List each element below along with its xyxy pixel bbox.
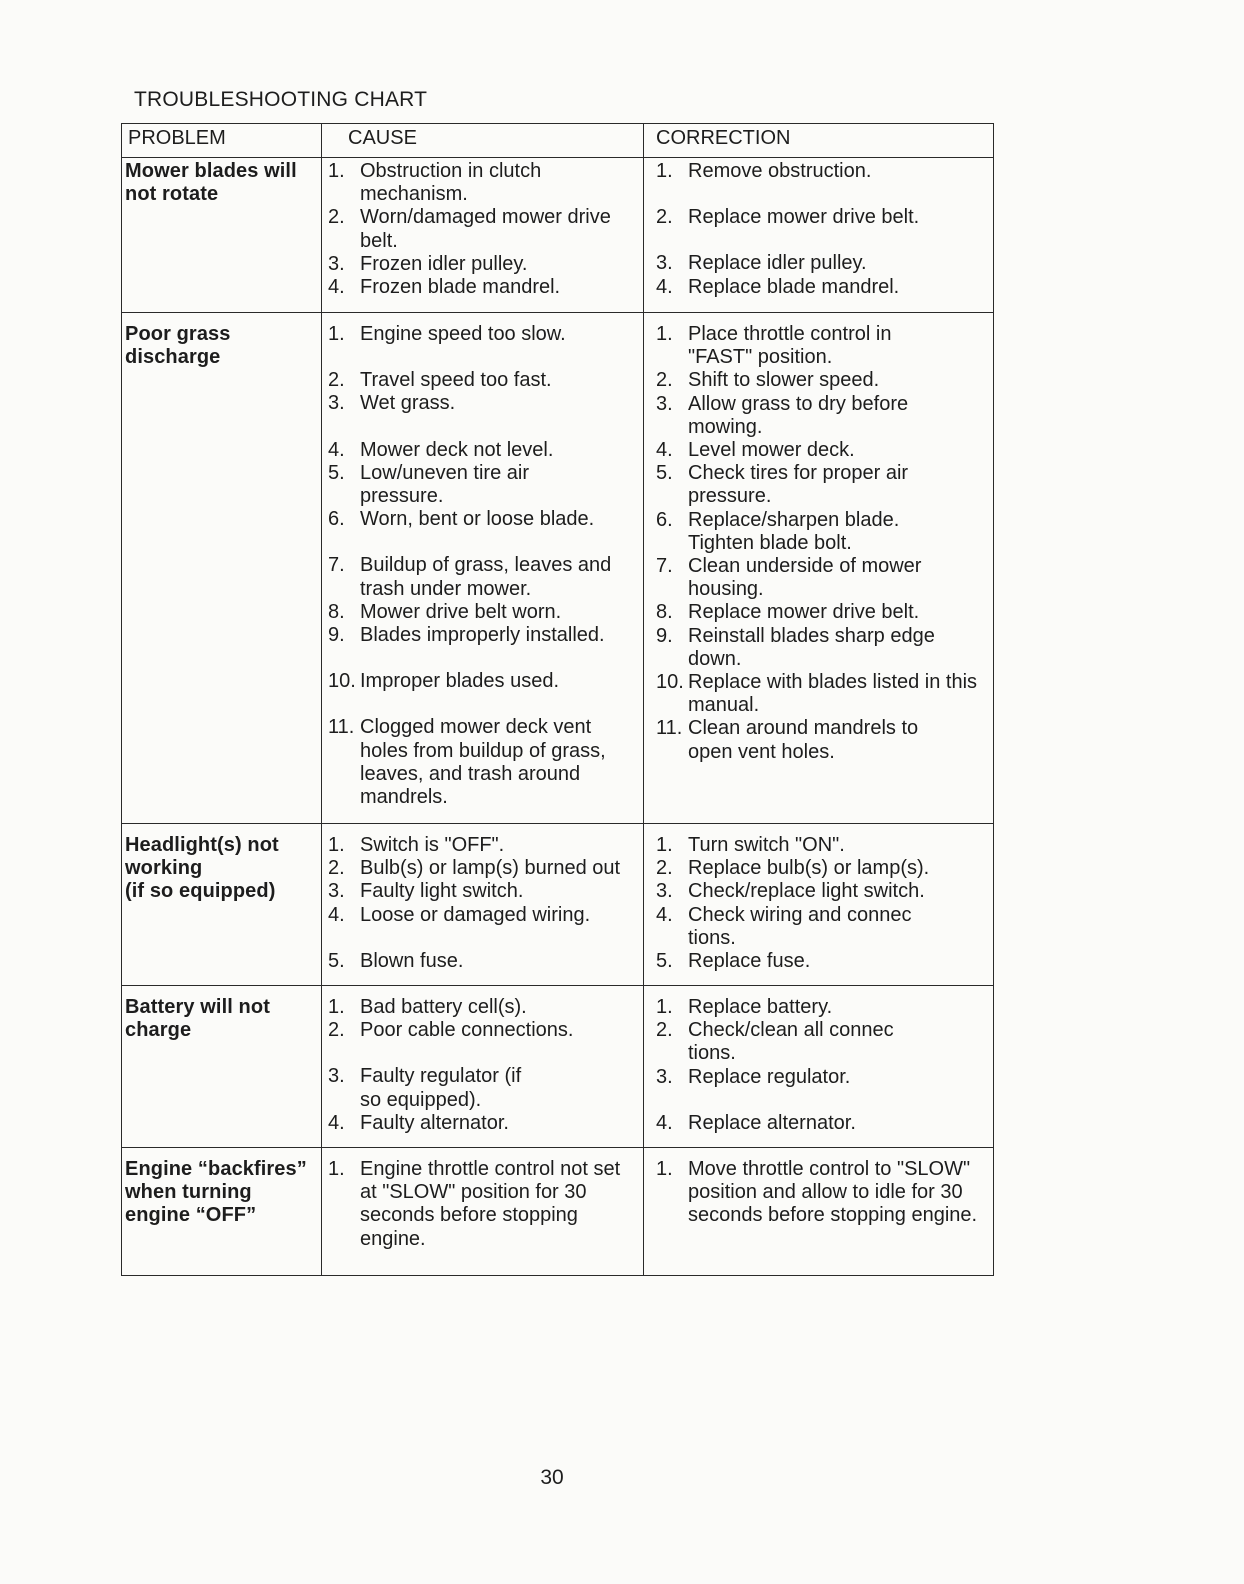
- item-number: 1.: [328, 996, 345, 1018]
- item-number: 3.: [656, 880, 673, 903]
- correction-cell: [644, 824, 994, 986]
- item-text: Improper blades used.: [360, 670, 560, 693]
- list-item: [328, 206, 641, 252]
- list-item: [328, 369, 641, 392]
- list-item: [328, 670, 641, 693]
- item-number: 2.: [656, 369, 673, 392]
- list-item: [328, 276, 641, 299]
- table-row: [122, 1148, 994, 1276]
- list-item: [328, 554, 641, 600]
- item-text: Check wiring and connec tions.: [688, 903, 912, 949]
- list-item: [328, 462, 641, 508]
- item-number: 1.: [656, 160, 673, 182]
- list-item: [656, 369, 991, 392]
- table-row: [122, 824, 994, 986]
- list-item: [656, 904, 991, 950]
- problem-cell: [122, 313, 322, 824]
- item-number: 2.: [656, 1019, 673, 1042]
- problem-line: Mower blades will: [125, 160, 297, 182]
- problem-line: (if so equipped): [125, 880, 276, 903]
- list-item: [328, 160, 641, 206]
- problem-line: when turning: [125, 1181, 252, 1204]
- item-text: Mower deck not level.: [360, 438, 554, 461]
- problem-line: discharge: [125, 346, 221, 369]
- item-text: Clogged mower deck vent holes from buildup of grass, leaves, and trash around mandrels.: [360, 716, 606, 809]
- correction-cell: [644, 1148, 994, 1276]
- list-item: [656, 160, 991, 183]
- item-number: 6.: [656, 508, 673, 531]
- list-item: [656, 509, 991, 555]
- item-number: 4.: [328, 903, 345, 926]
- item-number: 3.: [656, 1065, 673, 1088]
- list-item: [328, 392, 641, 415]
- list-item: [328, 834, 641, 857]
- correction-cell: [644, 313, 994, 824]
- item-text: Blades improperly installed.: [360, 624, 605, 647]
- item-text: Bulb(s) or lamp(s) burned out: [360, 857, 621, 880]
- list-item: [656, 206, 991, 229]
- item-number: 5.: [328, 461, 345, 484]
- list-item: [328, 857, 641, 880]
- item-text: Loose or damaged wiring.: [360, 903, 591, 926]
- cause-cell: [322, 824, 644, 986]
- list-item: [328, 439, 641, 462]
- item-text: Place throttle control in "FAST" position.: [688, 323, 892, 369]
- list-item: [656, 276, 991, 299]
- cause-cell: [322, 1148, 644, 1276]
- item-text: Shift to slower speed.: [688, 369, 880, 392]
- item-text: Check tires for proper air pressure.: [688, 462, 909, 508]
- item-text: Check/replace light switch.: [688, 880, 925, 903]
- item-text: Wet grass.: [360, 392, 456, 415]
- list-item: [656, 1019, 991, 1065]
- item-text: Replace mower drive belt.: [688, 601, 920, 624]
- correction-cell: [644, 986, 994, 1148]
- list-item: [328, 880, 641, 903]
- list-item: [656, 834, 991, 857]
- item-text: Mower drive belt worn.: [360, 600, 562, 623]
- item-text: Low/uneven tire air pressure.: [360, 461, 529, 508]
- item-text: Replace fuse.: [688, 950, 811, 973]
- item-text: Obstruction in clutch mechanism.: [360, 160, 542, 206]
- item-number: 5.: [328, 949, 345, 972]
- item-number: 2.: [656, 206, 673, 229]
- list-item: [328, 1158, 641, 1251]
- list-item: [328, 323, 641, 346]
- item-text: Engine throttle control not set at "SLOW" position for 30 seconds before stopping engine.: [360, 1158, 621, 1250]
- item-number: 5.: [656, 462, 673, 485]
- item-text: Replace battery.: [688, 996, 833, 1018]
- item-text: Worn/damaged mower drive belt.: [360, 206, 611, 252]
- list-item: [328, 508, 641, 531]
- list-item: [656, 439, 991, 462]
- correction-cell: [644, 158, 994, 313]
- problem-cell: [122, 986, 322, 1148]
- problem-cell: [122, 158, 322, 313]
- item-number: 2.: [328, 1019, 345, 1042]
- list-item: [656, 880, 991, 903]
- item-number: 5.: [656, 950, 673, 973]
- item-text: Reinstall blades sharp edge down.: [688, 624, 935, 670]
- item-number: 4.: [656, 275, 673, 298]
- item-number: 3.: [656, 392, 673, 415]
- item-text: Replace blade mandrel.: [688, 275, 900, 298]
- list-item: [656, 462, 991, 508]
- item-number: 3.: [328, 880, 345, 903]
- item-text: Level mower deck.: [688, 439, 855, 462]
- item-number: 1.: [328, 1158, 345, 1180]
- item-text: Replace alternator.: [688, 1111, 856, 1134]
- problem-line: engine “OFF”: [125, 1204, 257, 1227]
- problem-line: Headlight(s) not: [125, 834, 279, 856]
- list-item: [328, 1065, 641, 1111]
- list-item: [656, 1066, 991, 1089]
- header-correction: CORRECTION: [644, 124, 994, 158]
- list-item: [328, 624, 641, 647]
- list-item: [656, 950, 991, 973]
- item-number: 8.: [328, 600, 345, 623]
- list-item: [656, 323, 991, 369]
- list-item: [656, 625, 991, 671]
- list-item: [656, 671, 991, 717]
- list-item: [656, 393, 991, 439]
- item-number: 3.: [656, 252, 673, 275]
- item-text: Replace bulb(s) or lamp(s).: [688, 857, 930, 880]
- item-number: 1.: [656, 323, 673, 345]
- item-number: 3.: [328, 252, 345, 275]
- item-number: 1.: [328, 160, 345, 182]
- item-number: 4.: [656, 1111, 673, 1134]
- list-item: [656, 717, 991, 763]
- item-number: 2.: [656, 857, 673, 880]
- list-item: [328, 904, 641, 927]
- item-text: Poor cable connections.: [360, 1019, 574, 1042]
- item-text: Worn, bent or loose blade.: [360, 508, 595, 531]
- problem-line: Poor grass: [125, 323, 231, 345]
- table-row: [122, 986, 994, 1148]
- item-text: Buildup of grass, leaves and trash under mower.: [360, 554, 612, 600]
- item-text: Bad battery cell(s).: [360, 996, 527, 1018]
- problem-line: Battery will not: [125, 996, 270, 1018]
- item-text: Replace/sharpen blade. Tighten blade bolt.: [688, 508, 900, 554]
- list-item: [656, 252, 991, 275]
- item-text: Replace with blades listed in this manual.: [688, 671, 978, 717]
- item-number: 2.: [328, 369, 345, 392]
- item-number: 3.: [328, 1065, 345, 1088]
- item-number: 10.: [656, 671, 684, 694]
- problem-cell: [122, 1148, 322, 1276]
- list-item: [328, 950, 641, 973]
- item-text: Blown fuse.: [360, 949, 464, 972]
- list-item: [656, 555, 991, 601]
- cause-cell: [322, 158, 644, 313]
- item-number: 1.: [328, 323, 345, 345]
- item-text: Faulty regulator (if so equipped).: [360, 1065, 522, 1111]
- item-text: Replace regulator.: [688, 1065, 851, 1088]
- item-number: 1.: [656, 1158, 673, 1180]
- item-text: Switch is "OFF".: [360, 834, 505, 856]
- list-item: [328, 716, 641, 809]
- item-text: Faulty light switch.: [360, 880, 524, 903]
- item-number: 4.: [328, 438, 345, 461]
- table-row: [122, 313, 994, 824]
- item-number: 7.: [656, 555, 673, 578]
- cause-cell: [322, 313, 644, 824]
- item-text: Engine speed too slow.: [360, 323, 566, 345]
- list-item: [656, 601, 991, 624]
- item-text: Frozen idler pulley.: [360, 252, 528, 275]
- problem-line: not rotate: [125, 183, 219, 206]
- item-number: 3.: [328, 392, 345, 415]
- item-text: Allow grass to dry before mowing.: [688, 392, 909, 438]
- item-number: 9.: [328, 624, 345, 647]
- problem-cell: [122, 824, 322, 986]
- item-text: Travel speed too fast.: [360, 369, 552, 392]
- item-text: Check/clean all connec tions.: [688, 1019, 894, 1065]
- list-item: [328, 996, 641, 1019]
- item-text: Clean underside of mower housing.: [688, 555, 922, 601]
- item-text: Move throttle control to "SLOW" position and allow to idle for 30 seconds before stopping engine.: [688, 1158, 978, 1227]
- item-number: 4.: [328, 1111, 345, 1134]
- item-number: 10.: [328, 670, 356, 693]
- item-text: Remove obstruction.: [688, 160, 872, 182]
- troubleshooting-table: [121, 123, 994, 1276]
- list-item: [656, 857, 991, 880]
- header-cause: CAUSE: [322, 124, 644, 158]
- item-number: 1.: [656, 834, 673, 856]
- item-number: 8.: [656, 601, 673, 624]
- problem-line: charge: [125, 1019, 192, 1042]
- list-item: [328, 601, 641, 624]
- list-item: [656, 1158, 991, 1228]
- item-text: Replace idler pulley.: [688, 252, 867, 275]
- problem-line: working: [125, 857, 203, 880]
- item-number: 2.: [328, 206, 345, 229]
- cause-cell: [322, 986, 644, 1148]
- item-text: Turn switch "ON".: [688, 834, 845, 856]
- item-number: 9.: [656, 624, 673, 647]
- item-number: 1.: [656, 996, 673, 1018]
- list-item: [328, 253, 641, 276]
- list-item: [328, 1019, 641, 1042]
- problem-line: Engine “backfires”: [125, 1158, 307, 1180]
- list-item: [328, 1112, 641, 1135]
- item-number: 4.: [656, 903, 673, 926]
- table-row: [122, 158, 994, 313]
- item-text: Frozen blade mandrel.: [360, 276, 561, 299]
- item-number: 11.: [328, 716, 355, 739]
- item-number: 11.: [656, 717, 683, 740]
- item-number: 1.: [328, 834, 345, 856]
- header-problem: PROBLEM: [122, 124, 322, 158]
- chart-title: TROUBLESHOOTING CHART: [134, 88, 428, 111]
- list-item: [656, 1112, 991, 1135]
- item-text: Faulty alternator.: [360, 1111, 509, 1134]
- item-number: 2.: [328, 857, 345, 880]
- item-number: 6.: [328, 508, 345, 531]
- item-number: 4.: [656, 439, 673, 462]
- item-number: 4.: [328, 276, 345, 299]
- list-item: [656, 996, 991, 1019]
- header-row: [122, 124, 994, 158]
- page-number: 30: [540, 1466, 564, 1489]
- item-text: Replace mower drive belt.: [688, 206, 920, 229]
- item-text: Clean around mandrels to open vent holes.: [688, 717, 919, 763]
- item-number: 7.: [328, 554, 345, 577]
